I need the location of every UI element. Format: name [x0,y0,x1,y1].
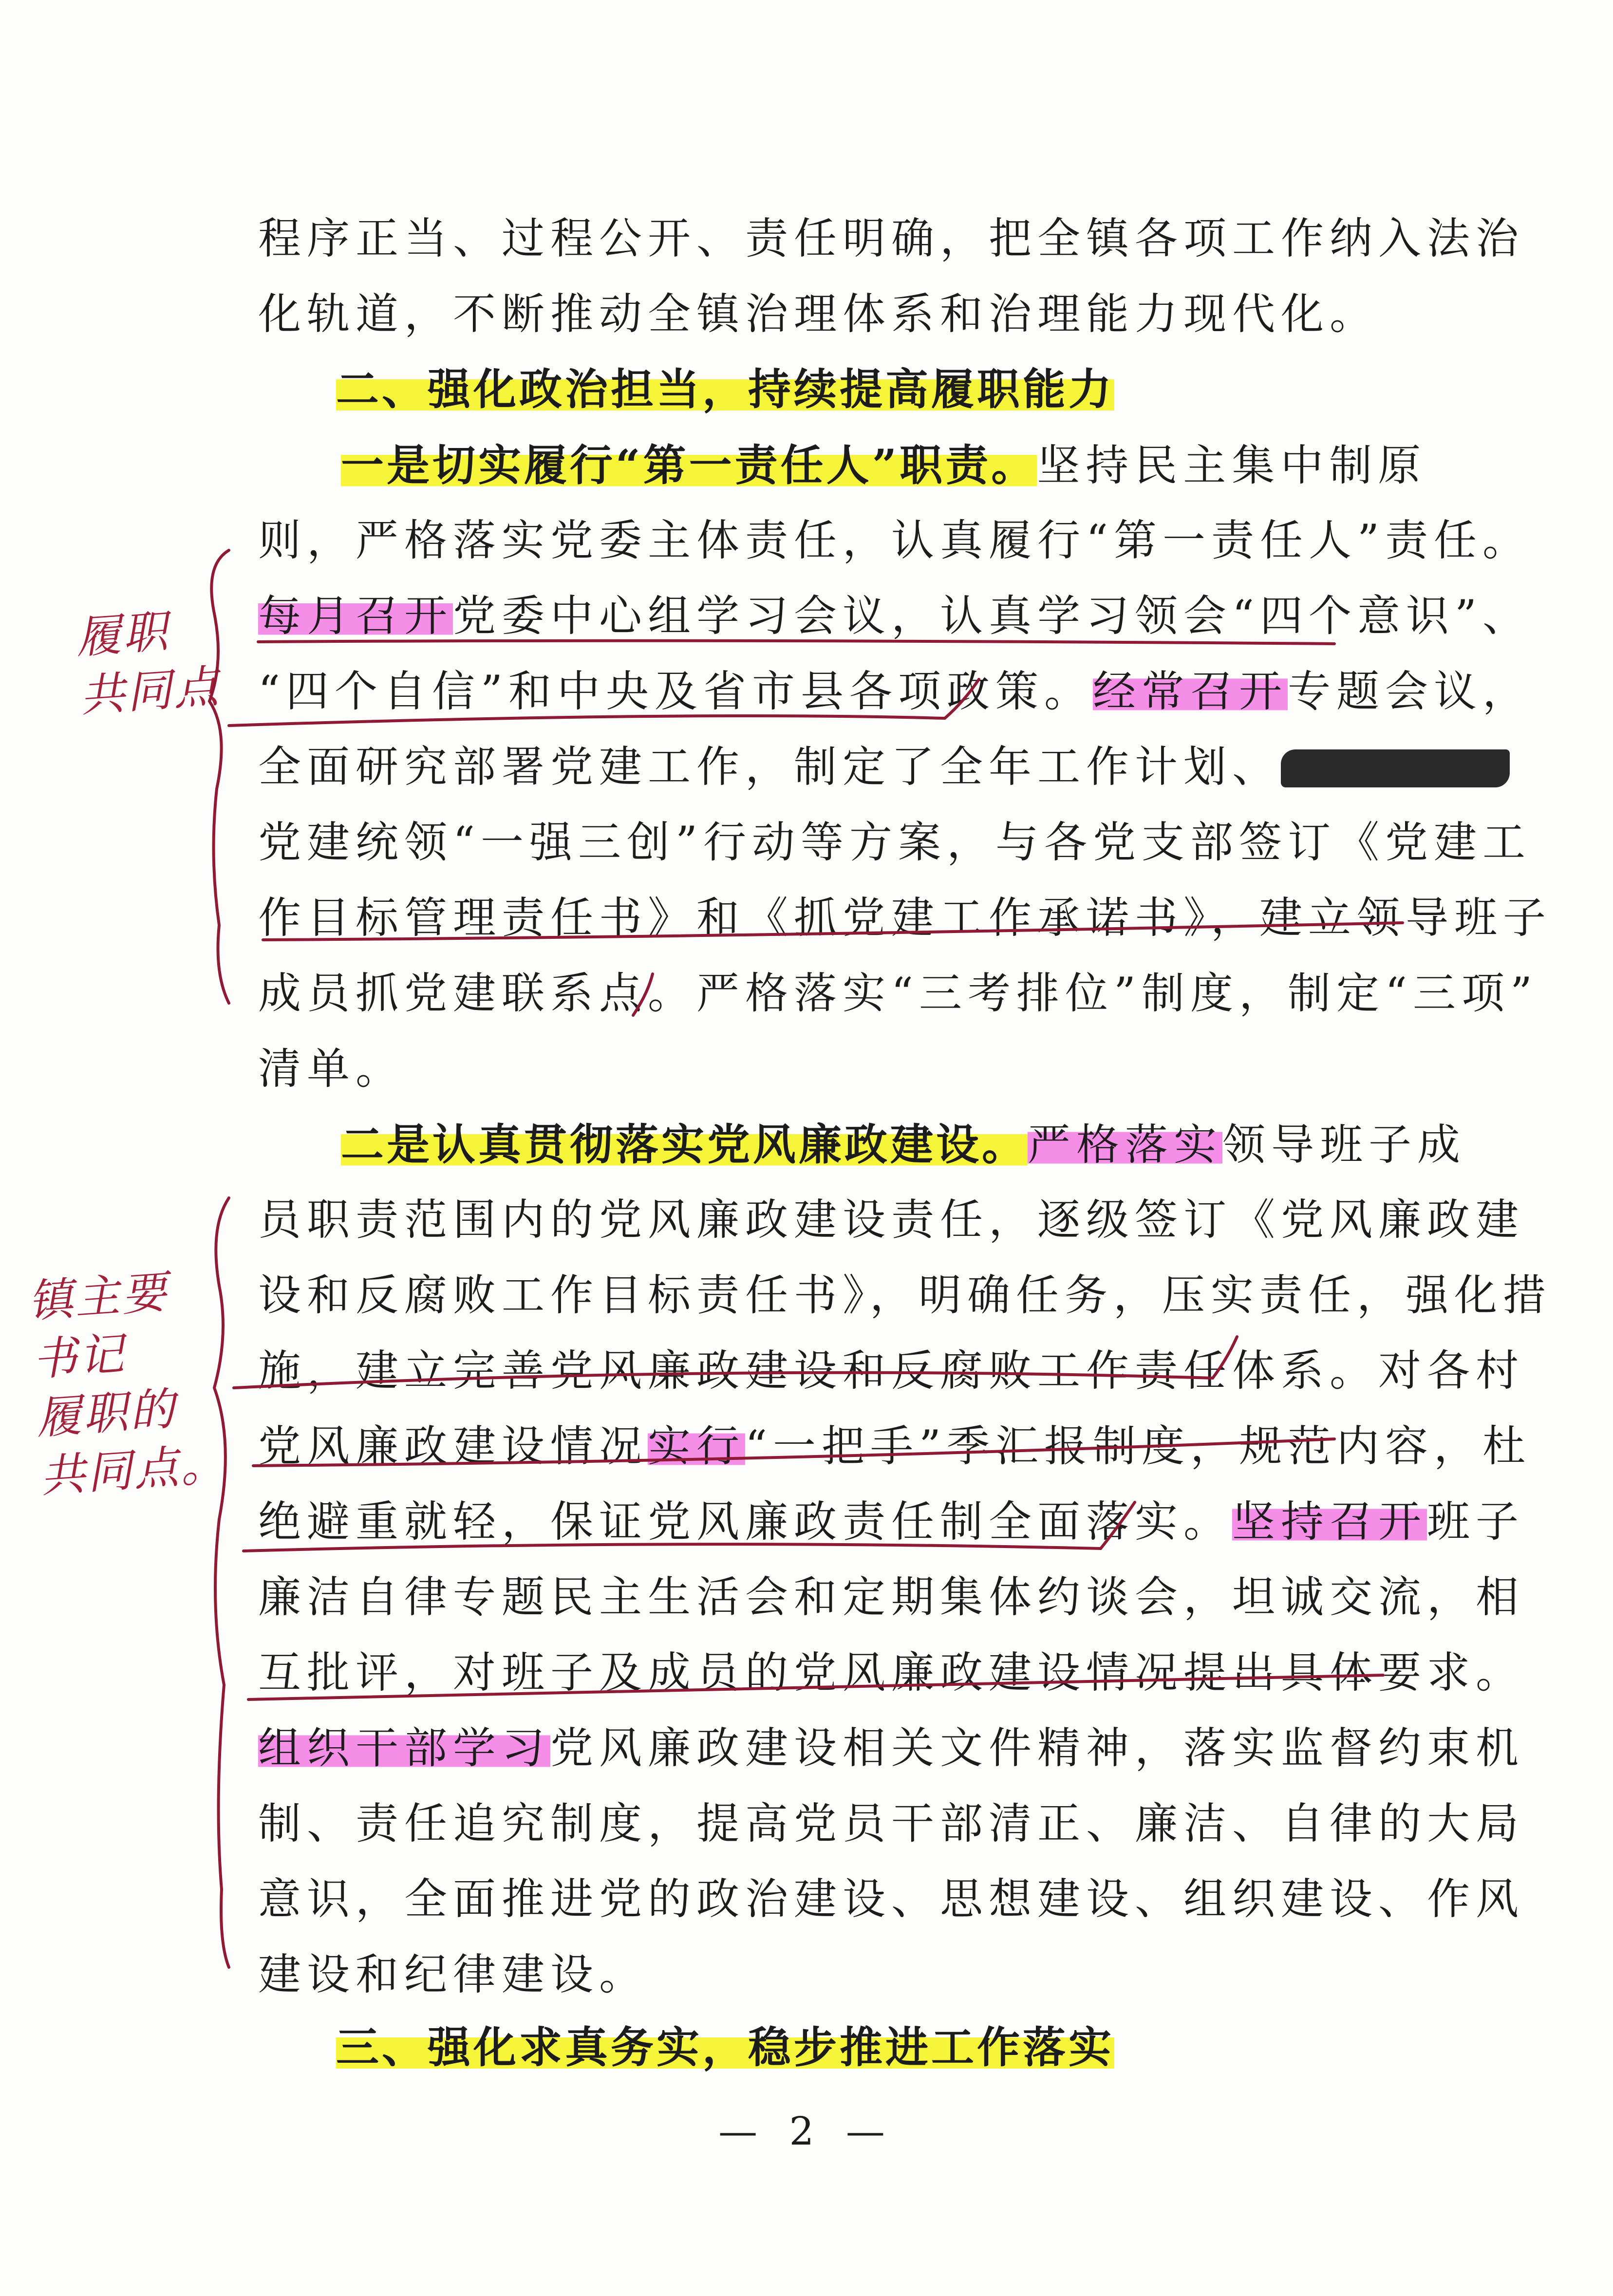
note-line: 镇主要 [26,1266,170,1328]
note-line: 履职 [74,605,171,664]
underline-mark [248,1675,1383,1699]
text-line: 建设和纪律建设。 [258,1949,648,1999]
text-line: 互批评，对班子及成员的党风廉政建设情况提出具体要求。 [258,1647,1525,1698]
text-line: 化轨道，不断推动全镇治理体系和治理能力现代化。 [258,289,1379,339]
text-span: “一把手”季汇报制度，规范内容，杜 [745,1421,1532,1471]
text-span: 绝避重就轻，保证党风廉政责任制全面落实。 [258,1496,1233,1547]
text-line: 廉洁自律专题民主生活会和定期集体约谈会，坦诚交流，相 [258,1572,1525,1622]
underline-mark [633,974,653,1015]
paragraph-lead: 一是切实履行“第一责任人”职责。 [341,440,1037,490]
text-span: 党委中心组学习会议，认真学习领会“四个意识”、 [453,591,1531,641]
note-line: 共同点。 [38,1437,229,1503]
pink-highlight: 组织干部学习 [258,1723,551,1773]
text-line: 清单。 [258,1044,405,1094]
section-heading-text: 二、强化政治担当，持续提高履职能力 [336,364,1115,414]
text-span: 班子 [1427,1496,1525,1547]
underline-mark [229,679,979,726]
note-line: 书记 [30,1327,128,1386]
note-line: 共同点 [78,660,222,722]
paragraph-lead: 二是认真贯彻落实党风廉政建设。 [341,1119,1028,1170]
page-number: — 2 — [718,2109,895,2154]
underline-mark [234,1337,1237,1388]
pink-highlight: 经常召开 [1092,666,1288,716]
bracket-mark [214,1198,229,1967]
text-line: 意识，全面推进党的政治建设、思想建设、组织建设、作风 [258,1874,1525,1924]
text-line: 则，严格落实党委主体责任，认真履行“第一责任人”责任。 [258,515,1531,565]
text-span: “四个自信”和中央及省市县各项政策。 [258,666,1093,716]
text-span: 专题会议， [1288,666,1532,716]
text-span: 党风廉政建设相关文件精神，落实监督约束机 [550,1723,1525,1773]
text-line: 员职责范围内的党风廉政建设责任，逐级签订《党风廉政建 [258,1195,1525,1245]
text-line: 设和反腐败工作目标责任书》，明确任务，压实责任，强化措 [258,1270,1552,1320]
section-heading-text: 三、强化求真务实，稳步推进工作落实 [336,2022,1115,2072]
text-line: 施，建立完善党风廉政建设和反腐败工作责任体系。对各村 [258,1345,1525,1396]
text-line: 作目标管理责任书》和《抓党建工作承诺书》，建立领导班子 [258,893,1552,943]
pink-highlight: 严格落实 [1028,1120,1223,1170]
text-line: 程序正当、过程公开、责任明确，把全镇各项工作纳入法治 [258,213,1525,263]
underline-mark [253,1439,1334,1466]
note-line: 履职的 [34,1382,178,1445]
text-span: 党风廉政建设情况 [258,1421,648,1471]
pink-highlight: 坚持召开 [1232,1496,1427,1547]
underline-mark [258,641,1334,644]
bracket-mark [209,550,229,1003]
text-line: 成员抓党建联系点。严格落实“三考排位”制度，制定“三项” [258,968,1538,1018]
text-span: 领导班子成 [1222,1120,1466,1170]
pink-highlight: 实行 [648,1421,746,1471]
paragraph-text: 坚持民主集中制原 [1037,440,1427,490]
underline-mark [244,1502,1135,1551]
text-span: 全面研究部署党建工作，制定了全年工作计划、 [258,742,1281,792]
text-line: 制、责任追究制度，提高党员干部清正、廉洁、自律的大局 [258,1798,1525,1848]
pink-highlight: 每月召开 [258,591,453,641]
underline-mark [263,923,1403,940]
text-line: 党建统领“一强三创”行动等方案，与各党支部签订《党建工 [258,817,1531,867]
